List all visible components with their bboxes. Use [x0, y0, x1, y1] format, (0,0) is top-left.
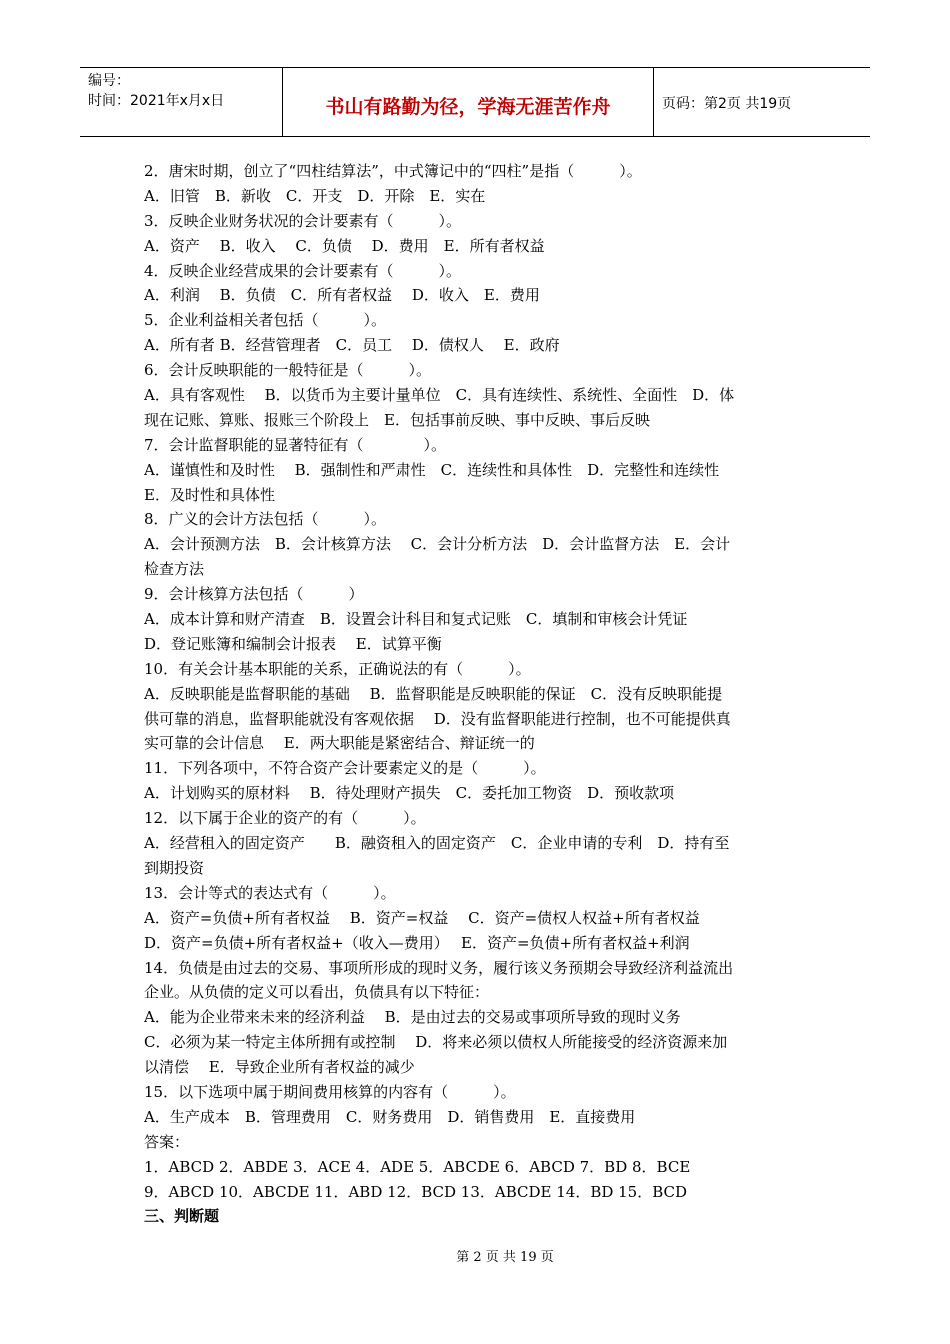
text-line: D．资产=负债+所有者权益+（收入—费用） E．资产=负债+所有者权益+利润: [144, 933, 690, 952]
text-line: 检查方法: [144, 560, 205, 579]
text-line: 现在记账、算账、报账三个阶段上 E．包括事前反映、事中反映、事后反映: [144, 410, 650, 429]
text-line: 以清偿 E．导致企业所有者权益的减少: [144, 1058, 415, 1077]
text-line: A．谨慎性和及时性 B．强制性和严肃性 C．连续性和具体性 D．完整性和连续性: [144, 460, 720, 479]
text-line: 到期投资: [144, 858, 205, 877]
text-line: 3．反映企业财务状况的会计要素有（ ）。: [144, 211, 462, 230]
text-line: E．及时性和具体性: [144, 485, 275, 504]
text-line: 14．负债是由过去的交易、事项所形成的现时义务，履行该义务预期会导致经济利益流出: [144, 958, 734, 977]
header-page-info: 页码：第2页 共19页: [662, 96, 792, 112]
page-header: [80, 67, 870, 137]
text-line: A．利润 B．负债 C．所有者权益 D．收入 E．费用: [144, 286, 540, 305]
text-line: 供可靠的消息，监督职能就没有客观依据 D．没有监督职能进行控制，也不可能提供真: [144, 709, 731, 728]
text-line: 10．有关会计基本职能的关系，正确说法的有（ ）。: [144, 659, 531, 678]
text-line: D．登记账簿和编制会计报表 E．试算平衡: [144, 634, 442, 653]
answer-line: 9．ABCD 10．ABCDE 11．ABD 12．BCD 13．ABCDE 14．BD 15．BCD: [144, 1182, 688, 1201]
section-heading: 三、判断题: [144, 1207, 220, 1226]
text-line: 12．以下属于企业的资产的有（ ）。: [144, 809, 426, 828]
text-line: A．反映职能是监督职能的基础 B．监督职能是反映职能的保证 C．没有反映职能提: [144, 684, 723, 703]
text-line: 实可靠的会计信息 E．两大职能是紧密结合、辩证统一的: [144, 734, 535, 753]
text-line: 7．会计监督职能的显著特征有（ ）。: [144, 435, 447, 454]
text-line: 企业。从负债的定义可以看出，负债具有以下特征：: [144, 983, 490, 1002]
document-body: [144, 159, 809, 1229]
text-line: 13．会计等式的表达式有（ ）。: [144, 883, 396, 902]
text-line: A．资产=负债+所有者权益 B．资产=权益 C．资产=债权人权益+所有者权益: [144, 908, 700, 927]
answer-label: 答案：: [144, 1132, 190, 1151]
answer-line: 1．ABCD 2．ABDE 3．ACE 4．ADE 5．ABCDE 6．ABCD 7．BD 8．BCE: [144, 1157, 691, 1176]
text-line: 11．下列各项中，不符合资产会计要素定义的是（ ）。: [144, 759, 546, 778]
text-line: 2．唐宋时期，创立了“四柱结算法”，中式簿记中的“四柱”是指（ ）。: [144, 162, 642, 180]
text-line: 15．以下选项中属于期间费用核算的内容有（ ）。: [144, 1082, 516, 1101]
text-line: 8．广义的会计方法包括（ ）。: [144, 510, 387, 529]
text-line: A．经营租入的固定资产 B．融资租入的固定资产 C．企业申请的专利 D．持有至: [144, 834, 730, 853]
text-line: 9．会计核算方法包括（ ）: [144, 585, 364, 604]
page-footer: 第 2 页 共 19 页: [456, 1250, 554, 1265]
header-motto: 书山有路勤为径，学海无涯苦作舟: [283, 68, 654, 136]
text-line: A．成本计算和财产清查 B．设置会计科目和复式记账 C．填制和审核会计凭证: [144, 610, 688, 629]
text-line: A．能为企业带来未来的经济利益 B．是由过去的交易或事项所导致的现时义务: [144, 1008, 681, 1027]
text-line: A．生产成本 B．管理费用 C．财务费用 D．销售费用 E．直接费用: [144, 1107, 636, 1126]
text-line: 5．企业利益相关者包括（ ）。: [144, 311, 387, 330]
text-line: C．必须为某一特定主体所拥有或控制 D．将来必须以债权人所能接受的经济资源来加: [144, 1033, 728, 1052]
text-line: A．计划购买的原材料 B．待处理财产损失 C．委托加工物资 D．预收款项: [144, 784, 675, 803]
number-label: 编号：: [88, 73, 130, 89]
time-label: 时间：2021年x月x日: [88, 93, 225, 109]
header-meta: [80, 68, 283, 136]
text-line: A．旧管 B．新收 C．开支 D．开除 E．实在: [144, 186, 486, 205]
text-line: 4．反映企业经营成果的会计要素有（ ）。: [144, 261, 462, 280]
text-line: A．所有者 B．经营管理者 C．员工 D．债权人 E．政府: [144, 336, 560, 355]
text-line: A．具有客观性 B．以货币为主要计量单位 C．具有连续性、系统性、全面性 D．体: [144, 386, 735, 405]
text-line: A．会计预测方法 B．会计核算方法 C．会计分析方法 D．会计监督方法 E．会计: [144, 535, 731, 554]
text-line: 6．会计反映职能的一般特征是（ ）。: [144, 361, 432, 380]
text-line: A．资产 B．收入 C．负债 D．费用 E．所有者权益: [144, 236, 545, 255]
